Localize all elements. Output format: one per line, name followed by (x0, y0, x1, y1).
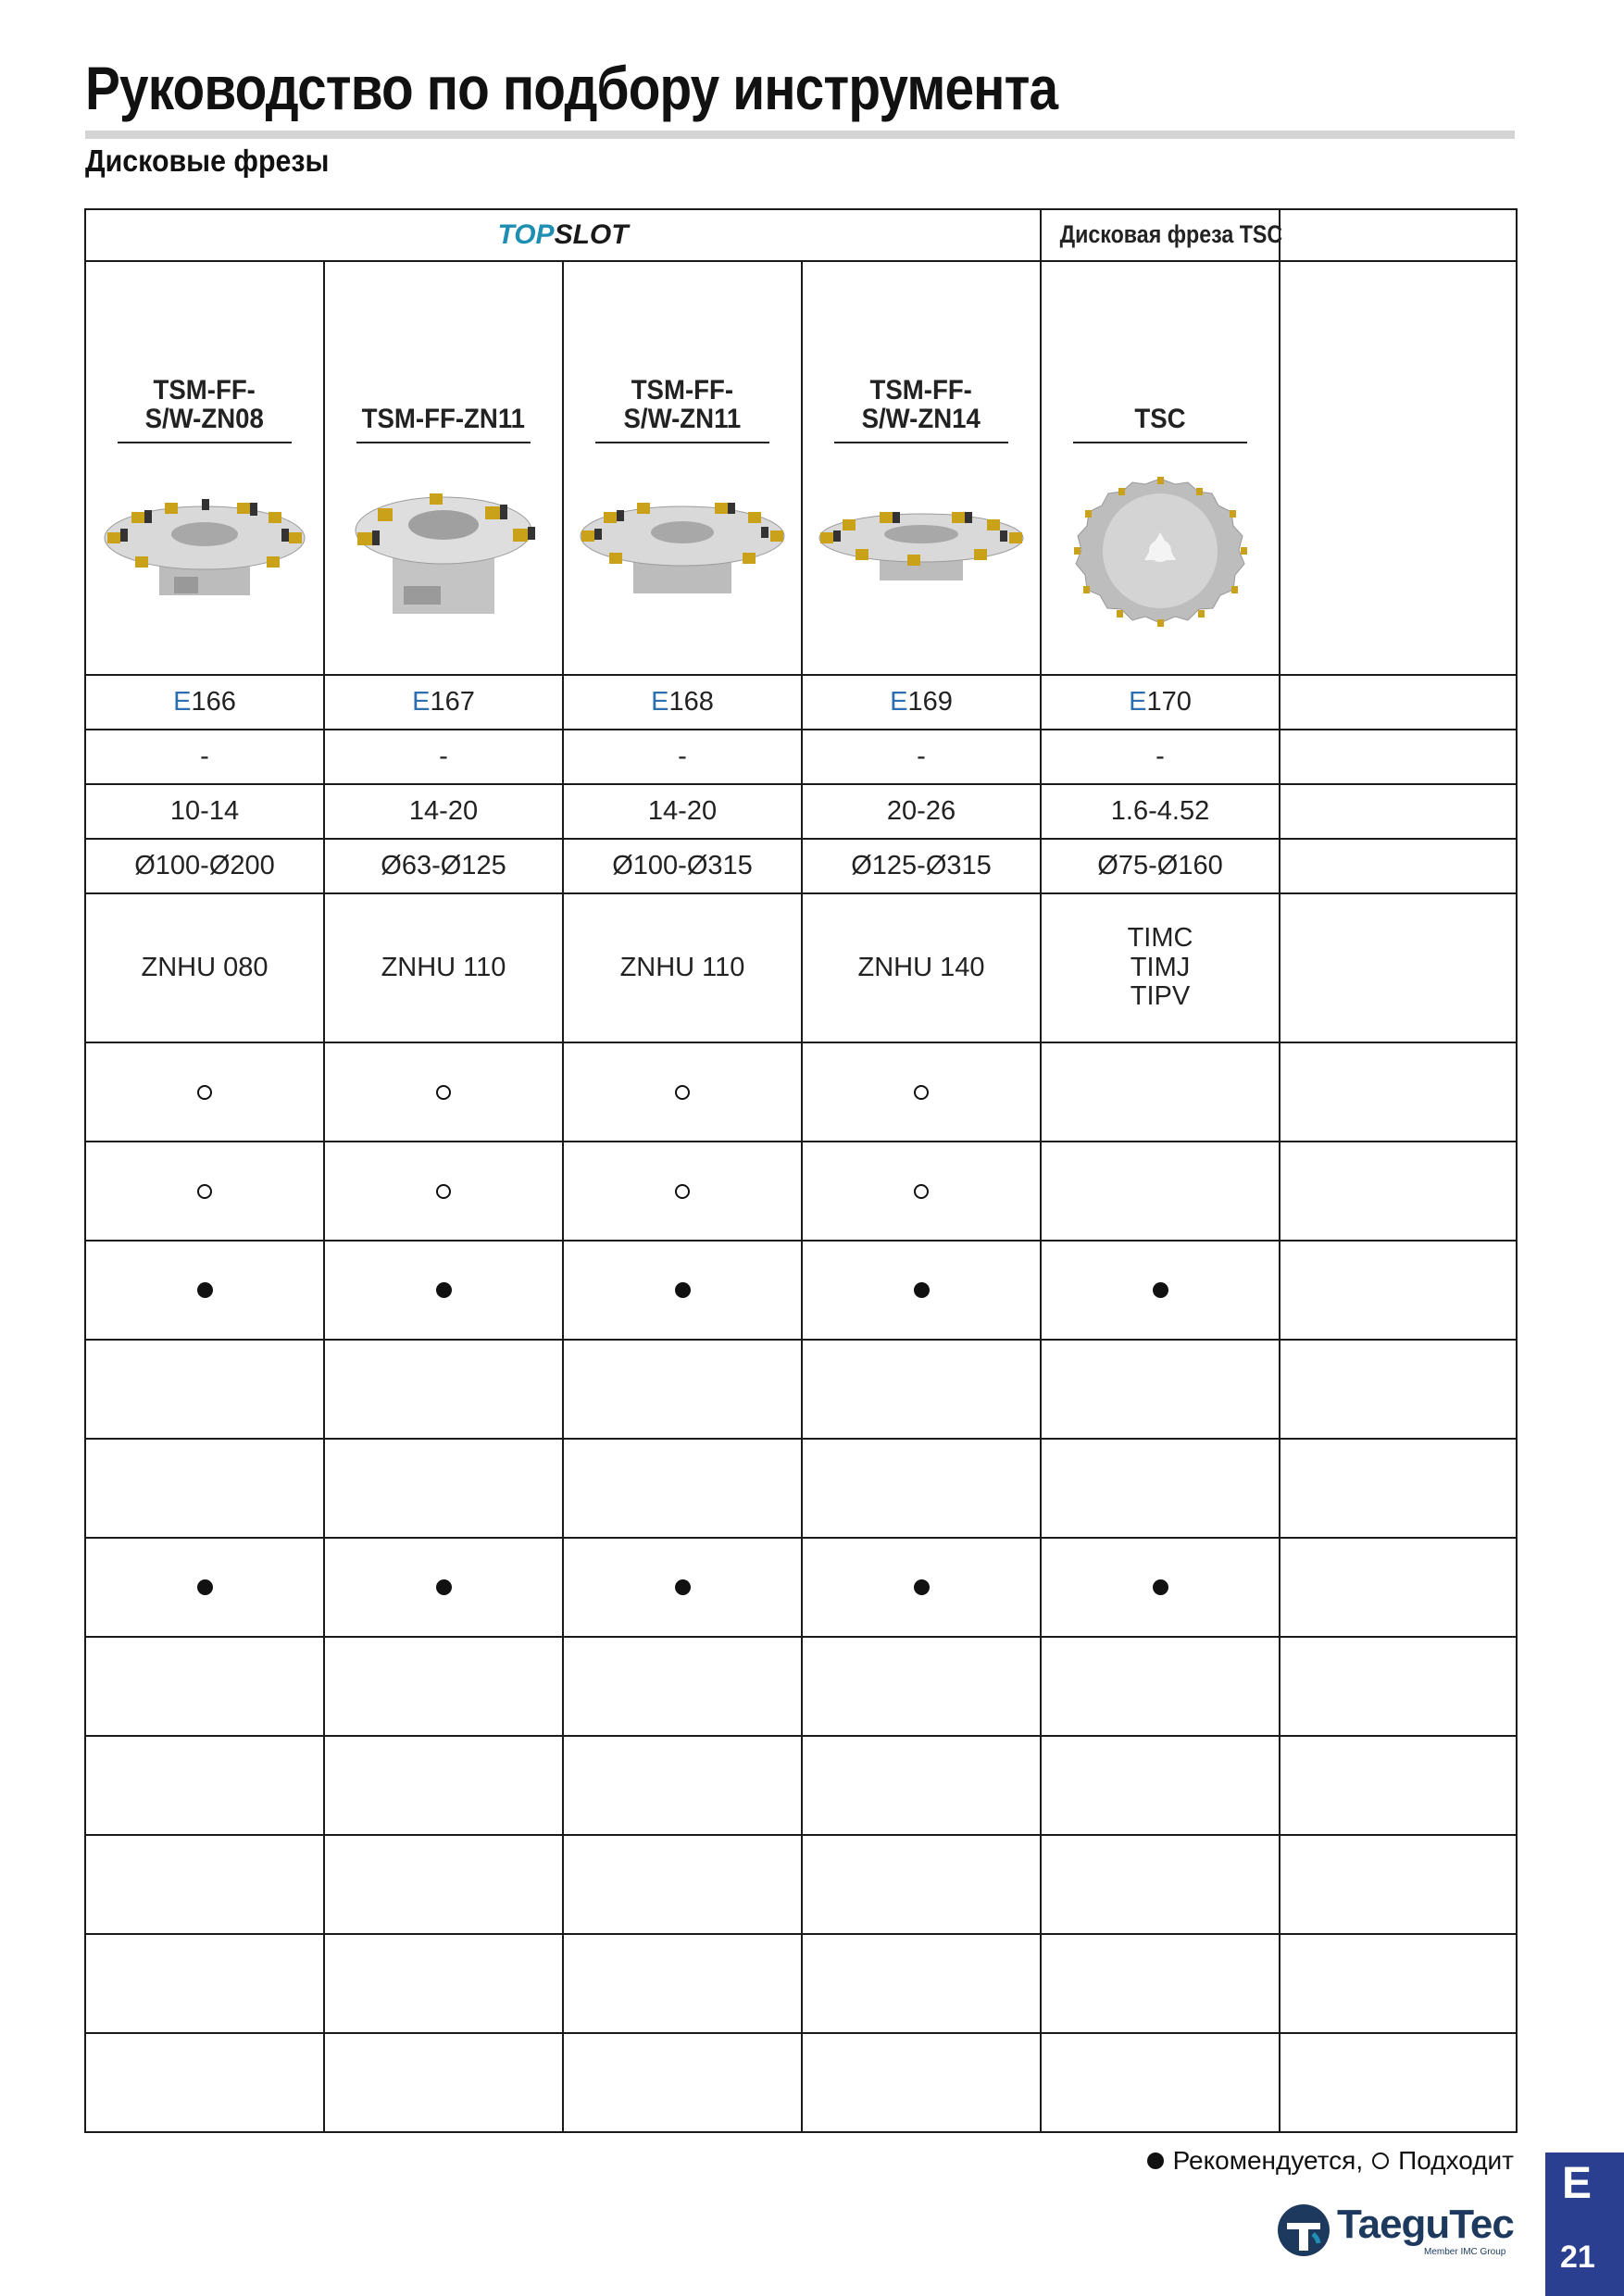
model-cell (563, 261, 802, 675)
mark-cell (1041, 2033, 1280, 2132)
mark-cell (85, 2033, 324, 2132)
table-cell: - (1041, 730, 1280, 784)
table-cell: Ø125-Ø315 (802, 839, 1041, 893)
table-cell: 14-20 (324, 784, 563, 839)
mark-cell (1280, 2033, 1517, 2132)
application-row (85, 1538, 1517, 1637)
model-divider (595, 442, 769, 443)
model-name: TSM-FF- S/W-ZN14 (861, 374, 981, 434)
mark-cell (85, 1934, 324, 2033)
tool-selection-table (84, 208, 1518, 2133)
dash-row (85, 730, 1517, 784)
application-row (85, 1637, 1517, 1736)
table-cell: 14-20 (563, 784, 802, 839)
tsc-group-header: Дисковая фреза TSC (1041, 209, 1280, 261)
legend-suitable: Подходит (1398, 2146, 1514, 2175)
mark-cell (802, 1241, 1041, 1340)
table-cell: TIMC TIMJ TIPV (1041, 893, 1280, 1042)
mark-cell (85, 1142, 324, 1241)
mark-cell (1280, 1835, 1517, 1934)
application-marks (85, 1042, 1517, 2132)
model-divider (1073, 442, 1247, 443)
mark-cell (802, 2033, 1041, 2132)
empty-group-header (1280, 209, 1517, 261)
recommended-dot-icon (197, 1579, 213, 1595)
mark-cell (324, 1241, 563, 1340)
recommended-dot-icon (914, 1579, 930, 1595)
table-cell: 10-14 (85, 784, 324, 839)
model-divider (356, 442, 531, 443)
mark-cell (802, 1934, 1041, 2033)
suitable-ring-icon (197, 1085, 212, 1100)
title-underline (85, 131, 1515, 139)
mark-cell (802, 1042, 1041, 1142)
cutter-image (325, 484, 562, 623)
mark-cell (563, 1042, 802, 1142)
recommended-dot-icon (436, 1282, 452, 1298)
mark-cell (1280, 1340, 1517, 1439)
mark-cell (1041, 1736, 1280, 1835)
mark-cell (324, 1142, 563, 1241)
recommended-dot-icon (675, 1579, 691, 1595)
mark-cell (802, 1736, 1041, 1835)
suitable-ring-icon (914, 1085, 929, 1100)
mark-cell (85, 1042, 324, 1142)
group-header-row (85, 209, 1517, 261)
mark-cell (85, 1538, 324, 1637)
taegutec-emblem-icon (1276, 2201, 1331, 2260)
mark-cell (324, 1637, 563, 1736)
mark-cell (324, 1538, 563, 1637)
width-row (85, 784, 1517, 839)
model-cell (802, 261, 1041, 675)
mark-cell (1280, 1439, 1517, 1538)
mark-cell (802, 1439, 1041, 1538)
suitable-ring-icon (914, 1184, 929, 1199)
topslot-logo: TOPSLOT (497, 219, 629, 251)
mark-cell (802, 1637, 1041, 1736)
mark-cell (85, 1637, 324, 1736)
table-cell: Ø100-Ø200 (85, 839, 324, 893)
application-row (85, 2033, 1517, 2132)
page-reference[interactable]: E169 (802, 675, 1041, 730)
mark-cell (802, 1835, 1041, 1934)
model-name: TSM-FF- S/W-ZN08 (144, 374, 265, 434)
page-reference[interactable]: E168 (563, 675, 802, 730)
mark-cell (1041, 1439, 1280, 1538)
table-cell (1280, 784, 1517, 839)
suitable-ring-icon (675, 1085, 690, 1100)
cutter-image (86, 484, 323, 623)
application-row (85, 1042, 1517, 1142)
cutter-image (803, 484, 1040, 623)
model-name: TSM-FF- S/W-ZN11 (623, 374, 742, 434)
page-reference-row (85, 675, 1517, 730)
mark-cell (563, 1142, 802, 1241)
table-cell: ZNHU 140 (802, 893, 1041, 1042)
application-row (85, 1241, 1517, 1340)
suitable-ring-icon (436, 1085, 451, 1100)
table-cell: 20-26 (802, 784, 1041, 839)
model-cell (324, 261, 563, 675)
suitable-ring-icon (1372, 2152, 1389, 2169)
model-cell (85, 261, 324, 675)
mark-cell (324, 1934, 563, 2033)
diameter-row (85, 839, 1517, 893)
table-cell: Ø100-Ø315 (563, 839, 802, 893)
recommended-dot-icon (675, 1282, 691, 1298)
mark-cell (324, 2033, 563, 2132)
mark-cell (1280, 1042, 1517, 1142)
mark-cell (324, 1042, 563, 1142)
recommended-dot-icon (1153, 1579, 1168, 1595)
mark-cell (1280, 1142, 1517, 1241)
suitable-ring-icon (197, 1184, 212, 1199)
application-row (85, 1340, 1517, 1439)
application-row (85, 1835, 1517, 1934)
page-reference[interactable]: E166 (85, 675, 324, 730)
model-name: TSM-FF-ZN11 (361, 404, 526, 434)
mark-cell (85, 1241, 324, 1340)
mark-cell (802, 1538, 1041, 1637)
model-row (85, 261, 1517, 675)
table-cell: - (563, 730, 802, 784)
mark-cell (563, 2033, 802, 2132)
suitable-ring-icon (675, 1184, 690, 1199)
mark-cell (324, 1835, 563, 1934)
mark-cell (1041, 1142, 1280, 1241)
mark-cell (1280, 1736, 1517, 1835)
application-row (85, 1142, 1517, 1241)
insert-row (85, 893, 1517, 1042)
mark-cell (85, 1736, 324, 1835)
table-cell: - (85, 730, 324, 784)
section-letter: E (1562, 2159, 1593, 2208)
mark-cell (1041, 1538, 1280, 1637)
mark-cell (85, 1835, 324, 1934)
mark-cell (324, 1736, 563, 1835)
table-cell (1280, 730, 1517, 784)
page-reference[interactable]: E170 (1041, 675, 1280, 730)
table-cell (1280, 893, 1517, 1042)
mark-cell (1041, 1241, 1280, 1340)
table-cell: Ø63-Ø125 (324, 839, 563, 893)
model-name: TSC (1134, 404, 1186, 434)
mark-cell (1280, 1637, 1517, 1736)
page-number: 21 (1560, 2240, 1595, 2275)
mark-cell (563, 1637, 802, 1736)
table-cell: Ø75-Ø160 (1041, 839, 1280, 893)
page-subtitle: Дисковые фрезы (85, 144, 330, 178)
mark-cell (563, 1439, 802, 1538)
recommended-dot-icon (914, 1282, 930, 1298)
suitable-ring-icon (436, 1184, 451, 1199)
recommended-dot-icon (197, 1282, 213, 1298)
application-row (85, 1439, 1517, 1538)
model-cell (1041, 261, 1280, 675)
page-reference (1280, 675, 1517, 730)
table-cell: ZNHU 080 (85, 893, 324, 1042)
recommended-dot-icon (436, 1579, 452, 1595)
table-cell: 1.6-4.52 (1041, 784, 1280, 839)
page-reference[interactable]: E167 (324, 675, 563, 730)
mark-cell (563, 1538, 802, 1637)
mark-cell (563, 1340, 802, 1439)
page-title: Руководство по подбору инструмента (85, 54, 1058, 122)
mark-cell (563, 1241, 802, 1340)
topslot-group-header (85, 209, 1041, 261)
mark-cell (85, 1439, 324, 1538)
mark-cell (563, 1934, 802, 2033)
cutter-image (564, 484, 801, 623)
taegutec-logo: TaeguTec Member IMC Group (1276, 2199, 1518, 2262)
mark-cell (1041, 1340, 1280, 1439)
saw-image (1042, 484, 1279, 623)
table-cell: ZNHU 110 (324, 893, 563, 1042)
mark-cell (802, 1340, 1041, 1439)
model-divider (834, 442, 1008, 443)
mark-cell (1041, 1934, 1280, 2033)
application-row (85, 1934, 1517, 2033)
application-row (85, 1736, 1517, 1835)
mark-cell (563, 1835, 802, 1934)
mark-cell (1280, 1934, 1517, 2033)
model-divider (118, 442, 292, 443)
mark-cell (563, 1736, 802, 1835)
table-cell (1280, 839, 1517, 893)
table-cell: - (324, 730, 563, 784)
section-tab (1545, 2152, 1624, 2296)
table-cell: ZNHU 110 (563, 893, 802, 1042)
mark-cell (324, 1340, 563, 1439)
recommended-dot-icon (1147, 2152, 1164, 2169)
mark-cell (324, 1439, 563, 1538)
mark-cell (1280, 1538, 1517, 1637)
mark-cell (802, 1142, 1041, 1241)
table-cell: - (802, 730, 1041, 784)
mark-cell (85, 1340, 324, 1439)
mark-cell (1041, 1637, 1280, 1736)
model-cell-empty (1280, 261, 1517, 675)
recommended-dot-icon (1153, 1282, 1168, 1298)
legend-recommended: Рекомендуется, (1172, 2146, 1364, 2175)
mark-cell (1041, 1042, 1280, 1142)
mark-cell (1041, 1835, 1280, 1934)
mark-cell (1280, 1241, 1517, 1340)
legend (1147, 2146, 1514, 2176)
